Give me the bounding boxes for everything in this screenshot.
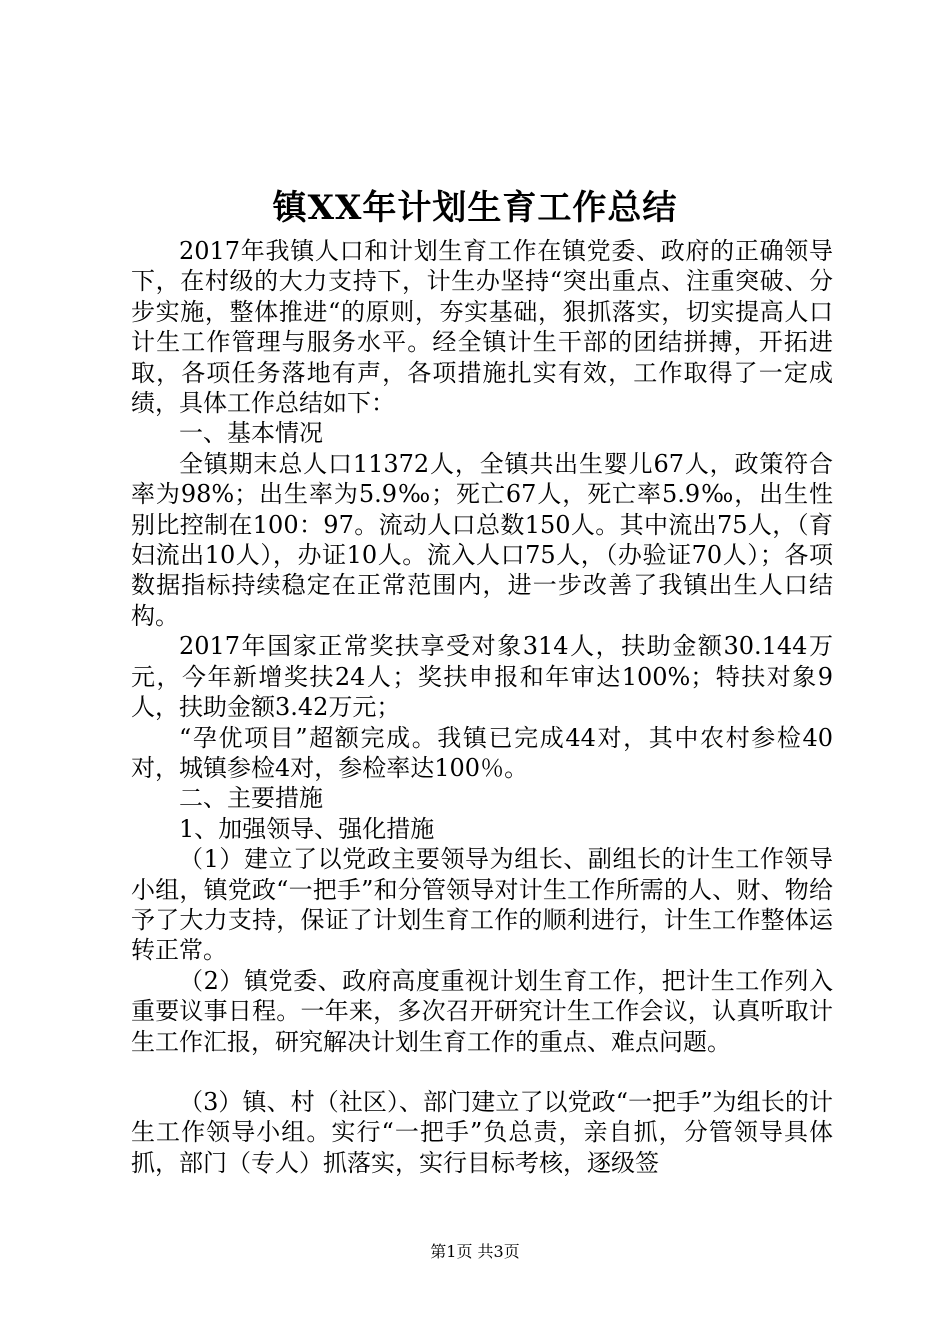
body-paragraph: “孕优项目”超额完成。我镇已完成44对，其中农村参检40对，城镇参检4对，参检率达100％。 bbox=[131, 723, 833, 782]
body-paragraph: （2）镇党委、政府高度重视计划生育工作，把计生工作列入重要议事日程。一年来，多次召开研究计生工作会议，认真听取计生工作汇报，研究解决计划生育工作的重点、难点问题。 bbox=[131, 966, 833, 1056]
body-paragraph: （3）镇、村（社区）、部门建立了以党政“一把手”为组长的计生工作领导小组。实行“一把手”负总责，亲自抓，分管领导具体抓，部门（专人）抓落实，实行目标考核，逐级签 bbox=[131, 1087, 833, 1177]
body-paragraph: 2017年国家正常奖扶享受对象314人，扶助金额30.144万元，今年新增奖扶24人；奖扶申报和年审达100%；特扶对象9人，扶助金额3.42万元； bbox=[131, 632, 833, 722]
body-paragraph: （1）建立了以党政主要领导为组长、副组长的计生工作领导小组，镇党政“一把手”和分管领导对计生工作所需的人、财、物给予了大力支持，保证了计划生育工作的顺利进行，计生工作整体运转正常。 bbox=[131, 845, 833, 965]
intro-paragraph: 2017年我镇人口和计划生育工作在镇党委、政府的正确领导下，在村级的大力支持下，计生办坚持“突出重点、注重突破、分步实施，整体推进“的原则，夯实基础，狠抓落实，切实提高人口计生工作管理与服务水平。经全镇计生干部的团结拼搏，开拓进取，各项任务落地有声，各项措施扎实有效，工作取得了一定成绩，具体工作总结如下： bbox=[131, 237, 833, 418]
section-heading-measures: 二、主要措施 bbox=[179, 784, 323, 813]
subsection-heading: 1、加强领导、强化措施 bbox=[179, 814, 435, 843]
page-number: 第1页 共3页 bbox=[430, 1242, 520, 1261]
document-title: 镇XX年计划生育工作总结 bbox=[272, 188, 678, 228]
paragraph-gap bbox=[131, 1057, 833, 1087]
document-body bbox=[131, 236, 833, 1178]
body-paragraph: 全镇期末总人口11372人，全镇共出生婴儿67人，政策符合率为98%；出生率为5.9‰；死亡67人，死亡率5.9‰，出生性别比控制在100：97。流动人口总数150人。其中流出75人，（育妇流出10人），办证10人。流入人口75人，（办验证70人）；各项数据指标持续稳定在正常范围内，进一步改善了我镇出生人口结构。 bbox=[131, 449, 833, 630]
section-heading-basic: 一、基本情况 bbox=[179, 419, 323, 448]
